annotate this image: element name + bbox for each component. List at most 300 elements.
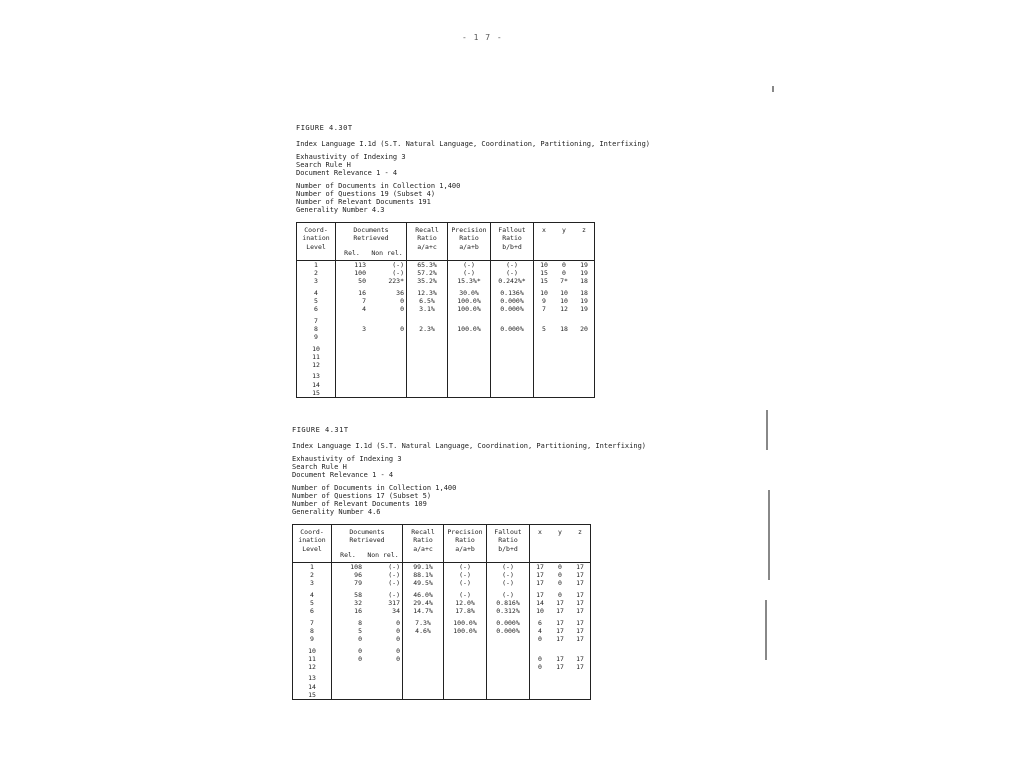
cell-precision: 100.0% [444, 619, 487, 627]
cell-rel [336, 372, 369, 380]
cell-z: 17 [570, 619, 591, 627]
cell-non-rel [368, 361, 407, 372]
cell-fallout: (-) [487, 562, 530, 571]
cell-precision: (-) [444, 571, 487, 579]
exhaustivity: Exhaustivity of Indexing 3 [292, 455, 402, 463]
cell-z: 18 [574, 289, 595, 297]
table-row [293, 619, 591, 627]
cell-precision [448, 345, 491, 353]
cell-fallout: (-) [487, 579, 530, 590]
cell-fallout [491, 353, 534, 361]
table-body [297, 260, 595, 397]
scan-speck [772, 86, 774, 92]
cell-precision [448, 389, 491, 398]
cell-precision: 100.0% [448, 297, 491, 305]
table-row [293, 674, 591, 682]
cell-fallout: (-) [487, 591, 530, 599]
cell-y: 0 [558, 590, 562, 599]
header-docs: Documents Retrieved [332, 525, 403, 548]
cell-z: 17 [570, 627, 591, 635]
table-body [293, 562, 591, 699]
cell-y [550, 674, 570, 682]
cell-z [570, 683, 591, 691]
figure-title: FIGURE 4.31T [292, 426, 349, 434]
cell-non-rel [364, 674, 403, 682]
cell-y [554, 333, 574, 344]
cell-rel: 0 [332, 635, 365, 646]
table-row [297, 305, 595, 316]
cell-recall [407, 389, 448, 398]
cell-non-rel: 0 [364, 619, 403, 627]
cell-non-rel: 0 [364, 627, 403, 635]
cell-rel [336, 353, 369, 361]
cell-recall: 99.1% [403, 562, 444, 571]
cell-non-rel [368, 353, 407, 361]
cell-recall [407, 372, 448, 380]
cell-y [554, 372, 574, 380]
cell-y: 7* [560, 277, 568, 286]
cell-rel: 108 [332, 562, 365, 571]
cell-y: 12 [560, 305, 568, 314]
cell-non-rel: 0 [368, 325, 407, 333]
cell-coord-level: 11 [297, 353, 336, 361]
cell-y [550, 691, 570, 700]
cell-coord-level: 8 [293, 627, 332, 635]
cell-y: 10 [560, 288, 568, 297]
generality-number: Generality Number 4.3 [296, 206, 385, 214]
cell-y: 0 [562, 260, 566, 269]
cell-rel: 16 [336, 289, 369, 297]
cell-non-rel: (-) [364, 591, 403, 599]
page-number: - 1 7 - [462, 33, 503, 42]
cell-precision [444, 683, 487, 691]
cell-x: 0 [530, 655, 551, 663]
cell-x [534, 389, 555, 398]
cell-fallout [491, 389, 534, 398]
cell-z [574, 389, 595, 398]
cell-rel: 0 [332, 655, 365, 663]
cell-x: 4 [530, 627, 551, 635]
table-row [293, 591, 591, 599]
cell-z [574, 361, 595, 372]
cell-precision: (-) [444, 579, 487, 590]
cell-x: 7 [534, 305, 555, 316]
table-row [293, 599, 591, 607]
number-of-relevant: Number of Relevant Documents 191 [296, 198, 431, 206]
cell-rel [336, 345, 369, 353]
cell-precision [448, 361, 491, 372]
cell-y: 0 [558, 571, 562, 580]
cell-y: 17 [556, 626, 564, 635]
cell-x: 14 [530, 599, 551, 607]
cell-z: 17 [570, 663, 591, 674]
table-row [293, 627, 591, 635]
cell-rel: 5 [332, 627, 365, 635]
cell-coord-level: 6 [293, 607, 332, 618]
cell-non-rel [368, 381, 407, 389]
header-coord: Coord- ination Level [293, 525, 332, 563]
cell-y [554, 389, 574, 398]
cell-fallout [491, 381, 534, 389]
cell-y [554, 361, 574, 372]
cell-fallout: 0.000% [487, 627, 530, 635]
results-table [296, 222, 595, 398]
cell-recall [407, 333, 448, 344]
cell-coord-level: 12 [293, 663, 332, 674]
cell-rel [332, 663, 365, 674]
cell-non-rel [364, 683, 403, 691]
cell-precision: 17.8% [444, 607, 487, 618]
cell-rel [336, 317, 369, 325]
cell-recall [403, 674, 444, 682]
cell-fallout [487, 674, 530, 682]
cell-y: 17 [556, 635, 564, 644]
cell-rel [336, 381, 369, 389]
cell-z [574, 333, 595, 344]
cell-y: 0 [558, 562, 562, 571]
cell-z [570, 691, 591, 700]
cell-fallout [487, 647, 530, 655]
cell-recall: 12.3% [407, 289, 448, 297]
cell-x: 17 [530, 591, 551, 599]
cell-fallout: 0.000% [487, 619, 530, 627]
cell-recall [403, 683, 444, 691]
cell-x: 15 [534, 277, 555, 288]
cell-recall: 7.3% [403, 619, 444, 627]
table-row [297, 353, 595, 361]
cell-non-rel: 0 [368, 297, 407, 305]
cell-precision [444, 655, 487, 663]
cell-recall [403, 635, 444, 646]
cell-rel: 0 [332, 647, 365, 655]
cell-coord-level: 14 [297, 381, 336, 389]
table-row [293, 571, 591, 579]
cell-y: 17 [556, 599, 564, 608]
cell-precision: 30.0% [448, 289, 491, 297]
cell-precision [444, 635, 487, 646]
cell-x: 10 [534, 260, 555, 269]
cell-fallout: 0.000% [491, 297, 534, 305]
cell-precision [448, 317, 491, 325]
cell-coord-level: 2 [297, 269, 336, 277]
cell-y: 0 [558, 579, 562, 588]
cell-coord-level: 9 [297, 333, 336, 344]
number-of-documents: Number of Documents in Collection 1,400 [296, 182, 461, 190]
header-precision: Precision Ratio a/a+b [448, 223, 491, 261]
cell-y [550, 683, 570, 691]
cell-recall [407, 345, 448, 353]
cell-recall [403, 655, 444, 663]
cell-recall: 57.2% [407, 269, 448, 277]
cell-x [530, 647, 551, 655]
cell-non-rel: 0 [364, 655, 403, 663]
index-language: Index Language I.1d (S.T. Natural Language, Coordination, Partitioning, Interfixing) [296, 140, 651, 148]
cell-fallout [487, 663, 530, 674]
table-row [293, 562, 591, 571]
cell-x [534, 353, 555, 361]
cell-coord-level: 8 [297, 325, 336, 333]
table-row [293, 683, 591, 691]
cell-coord-level: 4 [297, 289, 336, 297]
header-rel: Rel. [336, 246, 369, 261]
cell-non-rel [368, 389, 407, 398]
cell-z: 17 [570, 607, 591, 618]
cell-rel [332, 674, 365, 682]
header-recall: Recall Ratio a/a+c [403, 525, 444, 563]
cell-rel: 3 [336, 325, 369, 333]
cell-x: 17 [530, 562, 551, 571]
cell-non-rel: (-) [364, 571, 403, 579]
cell-coord-level: 3 [293, 579, 332, 590]
cell-precision [444, 691, 487, 700]
header-z: z [570, 525, 591, 563]
cell-rel [332, 683, 365, 691]
cell-recall [407, 361, 448, 372]
cell-y [550, 647, 570, 655]
cell-z: 19 [574, 260, 595, 269]
table-row [297, 361, 595, 372]
cell-non-rel: 34 [364, 607, 403, 618]
cell-coord-level: 13 [293, 674, 332, 682]
search-rule: Search Rule H [292, 463, 347, 471]
cell-x: 10 [534, 289, 555, 297]
index-language: Index Language I.1d (S.T. Natural Language, Coordination, Partitioning, Interfixing) [292, 442, 647, 450]
cell-x [534, 361, 555, 372]
figure-2 [292, 426, 647, 700]
table-row [297, 297, 595, 305]
cell-fallout: 0.136% [491, 289, 534, 297]
cell-z: 19 [574, 297, 595, 305]
table-row [297, 277, 595, 288]
cell-recall: 4.6% [403, 627, 444, 635]
table-row [297, 381, 595, 389]
cell-fallout: 0.242%* [491, 277, 534, 288]
cell-precision [448, 381, 491, 389]
header-precision: Precision Ratio a/a+b [444, 525, 487, 563]
cell-x: 0 [530, 635, 551, 646]
cell-rel: 4 [336, 305, 369, 316]
cell-precision: 100.0% [448, 325, 491, 333]
cell-coord-level: 5 [297, 297, 336, 305]
header-x: x [530, 525, 551, 563]
cell-z: 17 [570, 655, 591, 663]
cell-rel: 8 [332, 619, 365, 627]
cell-precision [444, 663, 487, 674]
cell-precision: 15.3%* [448, 277, 491, 288]
cell-recall [403, 663, 444, 674]
cell-z [574, 372, 595, 380]
generality-number: Generality Number 4.6 [292, 508, 381, 516]
cell-coord-level: 10 [297, 345, 336, 353]
cell-fallout [491, 333, 534, 344]
cell-recall: 49.5% [403, 579, 444, 590]
cell-rel: 79 [332, 579, 365, 590]
cell-z [574, 353, 595, 361]
cell-non-rel: 0 [364, 647, 403, 655]
cell-non-rel: 223* [368, 277, 407, 288]
cell-recall: 3.1% [407, 305, 448, 316]
cell-non-rel: (-) [368, 260, 407, 269]
cell-x [530, 674, 551, 682]
document-relevance: Document Relevance 1 - 4 [292, 471, 394, 479]
cell-coord-level: 7 [293, 619, 332, 627]
figure-title: FIGURE 4.30T [296, 124, 353, 132]
cell-rel: 100 [336, 269, 369, 277]
scan-speck [765, 600, 767, 660]
cell-coord-level: 15 [293, 691, 332, 700]
header-fallout: Fallout Ratio b/b+d [491, 223, 534, 261]
cell-fallout: (-) [491, 269, 534, 277]
cell-recall: 2.3% [407, 325, 448, 333]
cell-x: 9 [534, 297, 555, 305]
cell-y: 17 [556, 618, 564, 627]
header-recall: Recall Ratio a/a+c [407, 223, 448, 261]
cell-precision [448, 372, 491, 380]
cell-coord-level: 1 [297, 260, 336, 269]
cell-x: 15 [534, 269, 555, 277]
cell-z: 17 [570, 562, 591, 571]
cell-recall: 6.5% [407, 297, 448, 305]
cell-rel: 50 [336, 277, 369, 288]
header-coord: Coord- ination Level [297, 223, 336, 261]
cell-z: 19 [574, 269, 595, 277]
cell-x: 17 [530, 571, 551, 579]
table-row [293, 607, 591, 618]
cell-fallout: 0.312% [487, 607, 530, 618]
cell-coord-level: 2 [293, 571, 332, 579]
header-y: y [554, 223, 574, 261]
cell-precision [448, 353, 491, 361]
cell-coord-level: 3 [297, 277, 336, 288]
cell-rel [332, 691, 365, 700]
cell-coord-level: 13 [297, 372, 336, 380]
cell-recall: 14.7% [403, 607, 444, 618]
number-of-questions: Number of Questions 17 (Subset 5) [292, 492, 432, 500]
cell-recall: 88.1% [403, 571, 444, 579]
cell-fallout [487, 635, 530, 646]
header-x: x [534, 223, 555, 261]
cell-recall [403, 647, 444, 655]
search-rule: Search Rule H [296, 161, 351, 169]
cell-recall [407, 353, 448, 361]
cell-non-rel: (-) [364, 562, 403, 571]
exhaustivity: Exhaustivity of Indexing 3 [296, 153, 406, 161]
cell-x [530, 691, 551, 700]
cell-coord-level: 11 [293, 655, 332, 663]
cell-coord-level: 9 [293, 635, 332, 646]
cell-x: 0 [530, 663, 551, 674]
cell-x: 6 [530, 619, 551, 627]
cell-y: 0 [562, 269, 566, 278]
cell-z: 19 [574, 305, 595, 316]
cell-recall [407, 317, 448, 325]
cell-coord-level: 10 [293, 647, 332, 655]
cell-rel [336, 361, 369, 372]
table-row [293, 691, 591, 700]
table-row [293, 635, 591, 646]
cell-z: 17 [570, 591, 591, 599]
document-relevance: Document Relevance 1 - 4 [296, 169, 398, 177]
cell-rel [336, 333, 369, 344]
cell-fallout [487, 691, 530, 700]
cell-precision: (-) [448, 269, 491, 277]
cell-x [534, 317, 555, 325]
cell-fallout [487, 655, 530, 663]
cell-recall: 35.2% [407, 277, 448, 288]
cell-rel: 96 [332, 571, 365, 579]
cell-coord-level: 1 [293, 562, 332, 571]
header-z: z [574, 223, 595, 261]
cell-rel [336, 389, 369, 398]
figure-1 [296, 124, 651, 398]
table-row [293, 655, 591, 663]
scan-speck [768, 490, 770, 580]
cell-non-rel [368, 372, 407, 380]
cell-fallout [491, 345, 534, 353]
cell-non-rel: (-) [368, 269, 407, 277]
cell-x: 10 [530, 607, 551, 618]
table-row [297, 345, 595, 353]
cell-x [530, 683, 551, 691]
cell-non-rel: 317 [364, 599, 403, 607]
cell-y: 18 [560, 324, 568, 333]
table-row [297, 325, 595, 333]
cell-fallout [491, 372, 534, 380]
number-of-relevant: Number of Relevant Documents 109 [292, 500, 427, 508]
cell-coord-level: 7 [297, 317, 336, 325]
cell-coord-level: 12 [297, 361, 336, 372]
table-row [293, 579, 591, 590]
cell-precision: 12.0% [444, 599, 487, 607]
cell-z: 17 [570, 635, 591, 646]
cell-y [554, 381, 574, 389]
cell-fallout: (-) [487, 571, 530, 579]
results-table [292, 524, 591, 700]
cell-z [570, 674, 591, 682]
cell-precision [448, 333, 491, 344]
header-fallout: Fallout Ratio b/b+d [487, 525, 530, 563]
scan-artifacts [762, 80, 772, 720]
cell-non-rel [368, 345, 407, 353]
cell-rel: 16 [332, 607, 365, 618]
cell-precision: (-) [444, 591, 487, 599]
cell-y [554, 345, 574, 353]
cell-z [574, 317, 595, 325]
cell-non-rel: 36 [368, 289, 407, 297]
cell-non-rel: 0 [368, 305, 407, 316]
header-rel: Rel. [332, 548, 365, 563]
cell-z: 17 [570, 579, 591, 590]
cell-coord-level: 14 [293, 683, 332, 691]
cell-x [534, 372, 555, 380]
cell-rel: 7 [336, 297, 369, 305]
cell-rel: 113 [336, 260, 369, 269]
cell-z: 17 [570, 599, 591, 607]
cell-recall [407, 381, 448, 389]
table-row [293, 647, 591, 655]
cell-y: 10 [560, 297, 568, 306]
cell-precision [444, 674, 487, 682]
cell-precision: 100.0% [444, 627, 487, 635]
cell-x [534, 333, 555, 344]
cell-fallout: 0.000% [491, 305, 534, 316]
number-of-questions: Number of Questions 19 (Subset 4) [296, 190, 436, 198]
cell-precision: (-) [448, 260, 491, 269]
cell-rel: 32 [332, 599, 365, 607]
cell-coord-level: 6 [297, 305, 336, 316]
cell-rel: 58 [332, 591, 365, 599]
cell-fallout: 0.816% [487, 599, 530, 607]
